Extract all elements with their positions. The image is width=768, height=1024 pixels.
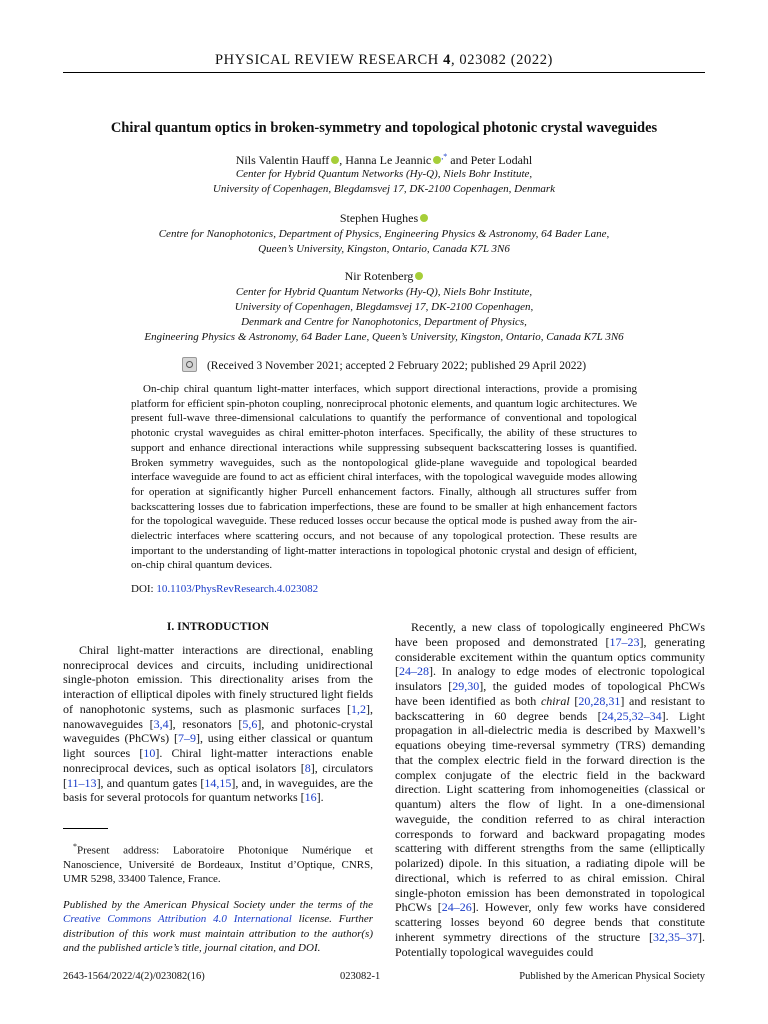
affiliation-line: Center for Hybrid Quantum Networks (Hy-Q), Niels Bohr Institute, — [235, 286, 533, 298]
affiliation-2 — [40, 227, 728, 257]
affiliation-line: University of Copenhagen, Blegdamsvej 17, DK-2100 Copenhagen, Denmark — [212, 183, 556, 195]
text-run: ] and resistant to backscattering in 60 degree bends [ — [395, 693, 705, 723]
text-run: [ — [569, 693, 579, 708]
affiliation-line: University of Copenhagen, Blegdamsvej 17, DK-2100 Copenhagen, — [234, 301, 534, 313]
footnote-mark: * — [73, 842, 77, 851]
text-run: ]. Potentially topological waveguides could — [395, 929, 705, 959]
footer-issn: 2643-1564/2022/4(2)/023082(16) — [63, 971, 205, 982]
intro-paragraph-2 — [395, 620, 705, 959]
author-le-jeannic[interactable]: , Hanna Le Jeannic — [339, 153, 432, 167]
journal-header — [0, 52, 768, 69]
received-text: (Received 3 November 2021; accepted 2 February 2022; published 29 April 2022) — [206, 360, 587, 372]
citation-link[interactable]: 7–9 — [177, 731, 196, 746]
author-line-2 — [40, 211, 728, 226]
journal-issue: , 023082 (2022) — [450, 52, 553, 68]
doi-link[interactable]: 10.1103/PhysRevResearch.4.023082 — [156, 583, 319, 595]
license-note — [63, 898, 373, 955]
citation-link[interactable]: 32,35–37 — [653, 929, 698, 944]
affiliation-line: Engineering Physics & Astronomy, 64 Bader Lane, Queen’s University, Kingston, Ontario, Canada K7L 3N6 — [144, 331, 624, 343]
text-run: Recently, a new class of topologically engineered PhCWs have been proposed and demonstrated [ — [395, 620, 705, 649]
emphasis-chiral: chiral — [540, 693, 570, 708]
text-run: ], the guided modes of topological PhCWs have been identified as both — [395, 679, 705, 708]
doi-label: DOI: — [131, 583, 157, 595]
text-run: ], and, in waveguides, are the basis for several protocols for quantum networks [ — [63, 775, 373, 805]
citation-link[interactable]: 8 — [304, 760, 311, 775]
author-rotenberg[interactable]: Nir Rotenberg — [344, 269, 414, 283]
license-text: Published by the American Physical Society under the terms of the — [63, 899, 373, 911]
text-run: ]. However, only few works have considered scattering losses beyond 60 degree bends that constitute inherent symmetry directions of the structure [ — [395, 900, 705, 944]
doi-line — [131, 583, 318, 595]
journal-name: PHYSICAL REVIEW RESEARCH — [215, 52, 439, 68]
text-run: ]. — [316, 790, 324, 805]
text-run: ], nanowaveguides [ — [63, 701, 373, 731]
footer-publisher: Published by the American Physical Society — [519, 971, 705, 982]
citation-link[interactable]: 20,28,31 — [578, 693, 621, 708]
affiliation-1 — [40, 167, 728, 197]
text-run: ]. In analogy to edge modes of electronic topological insulators [ — [395, 664, 705, 693]
citation-link[interactable]: 14,15 — [204, 775, 232, 790]
footer-page-number: 023082-1 — [340, 971, 381, 982]
license-link[interactable]: Creative Commons Attribution 4.0 International — [63, 913, 292, 926]
author-hughes[interactable]: Stephen Hughes — [339, 211, 419, 225]
citation-link[interactable]: 3,4 — [153, 716, 169, 731]
left-column — [63, 620, 373, 805]
citation-link[interactable]: 5,6 — [242, 716, 258, 731]
footnote-text: Present address: Laboratoire Photonique Numérique et Nanoscience, Université de Bordeaux, Institut d’Optique, CNRS, UMR 5298, 33400 Talence, France. — [63, 844, 373, 885]
citation-link[interactable]: 29,30 — [452, 679, 480, 693]
citation-link[interactable]: 11–13 — [67, 775, 97, 790]
text-run: ], and quantum gates [ — [96, 775, 205, 790]
right-column — [395, 620, 705, 959]
footnote-rule — [63, 828, 108, 829]
affiliation-line: Queen’s University, Kingston, Ontario, Canada K7L 3N6 — [258, 243, 510, 255]
intro-paragraph-1 — [63, 643, 373, 805]
journal-volume: 4 — [443, 52, 451, 68]
section-heading: I. INTRODUCTION — [166, 621, 270, 633]
affiliation-line: Denmark and Centre for Nanophotonics, Department of Physics, — [241, 316, 527, 328]
citation-link[interactable]: 24,25,32–34 — [601, 708, 662, 723]
paper-title: Chiral quantum optics in broken-symmetry and topological photonic crystal waveguides — [110, 120, 658, 136]
text-run: ], using either classical or quantum light sources [ — [63, 731, 374, 760]
author-line-1 — [40, 152, 728, 168]
orcid-icon[interactable] — [420, 214, 428, 222]
author-lodahl[interactable]: and Peter Lodahl — [447, 153, 533, 167]
citation-link[interactable]: 16 — [304, 790, 317, 805]
affiliation-3 — [40, 285, 728, 345]
header-rule — [63, 72, 705, 73]
text-run: ]. Light propagation in all-dielectric media is described by Maxwell’s equations obeying time-reversal symmetry (TRS) demanding that the complex electric field in the forward direction is the complex conjugate of the electric field in the backward direction. Light scattering from inhomogeneities (classical or quantum) alters the flow of light. In a one-dimensional waveguide, the condition referred to as chiral interaction corresponds to forward and backward propagating modes scattering with different strengths from the same (elliptically polarized) dipole. In this situation, a radiating dipole will be directional, which is referred to as chiral emission. Chiral single-photon emission has been demonstrated in topological PhCWs [ — [395, 708, 705, 915]
text-run: ], resonators [ — [168, 716, 243, 731]
received-dates — [40, 357, 728, 372]
abstract: On-chip chiral quantum light-matter interfaces, which support directional interactions, provide a promising platform for efficient spin-photon coupling, nonreciprocal photonic elements, and quantum logic architectures. We present full-wave three-dimensional calculations to quantify the performance of conventional and topological photonic crystal waveguides as chiral emitter-photon interfaces. Specifically, the ability of these structures to support and enhance directional interactions while suppressing subsequent backscattering losses is quantified. Broken symmetry waveguides, such as the nontopological glide-plane waveguide and topological bearded interface waveguide are found to act as efficient chiral interfaces, with the topological waveguide modes allowing for operation at significantly higher Purcell enhancement factors. Finally, although all structures suffer from backscattering losses due to fabrication imperfections, these are found to be smaller at high enhancement factors for the topological waveguide. These reduced losses occur because the optical mode is pushed away from the air-dielectric interfaces where scattering occurs, and not because of any topological protection. These results are important to the understanding of light-matter interactions in topological photonic crystal and design of efficient, on-chip chiral quantum devices. — [131, 383, 637, 572]
license-text: license. Further distribution of this work must maintain attribution to the author(s) and the published article’s title, journal citation, and DOI. — [63, 913, 373, 954]
citation-link[interactable]: 24–26 — [441, 900, 472, 915]
author-line-3 — [40, 269, 728, 284]
orcid-icon[interactable] — [415, 272, 423, 280]
text-run: ], and photonic-crystal waveguides (PhCWs) [ — [63, 716, 373, 746]
citation-link[interactable]: 10 — [143, 746, 156, 760]
text-run: ]. Chiral light-matter interactions enable nonreciprocal devices, such as optical isolators [ — [63, 746, 373, 775]
citation-link[interactable]: 1,2 — [351, 701, 366, 716]
text-run: ], generating considerable excitement within the quantum optics community [ — [395, 634, 706, 679]
citation-link[interactable]: 17–23 — [609, 634, 640, 649]
text-run: Chiral light-matter interactions are directional, enabling nonreciprocal devices and circuits, including unidirectional single-photon emission. This directionality arises from the interaction of elliptical dipoles with finely structured light fields of nanophotonic systems, such as plasmonic surfaces [ — [63, 642, 373, 716]
affiliation-line: Centre for Nanophotonics, Department of Physics, Engineering Physics & Astronomy, 64 Bader Lane, — [158, 228, 610, 240]
citation-link[interactable]: 24–28 — [399, 664, 429, 679]
author-hauff[interactable]: Nils Valentin Hauff — [235, 153, 330, 167]
footnote-marker[interactable]: ,* — [441, 152, 448, 161]
crossmark-icon[interactable] — [182, 357, 197, 372]
text-run: ], circulators [ — [63, 760, 373, 790]
affiliation-line: Center for Hybrid Quantum Networks (Hy-Q), Niels Bohr Institute, — [235, 168, 533, 180]
footnote — [63, 840, 373, 886]
